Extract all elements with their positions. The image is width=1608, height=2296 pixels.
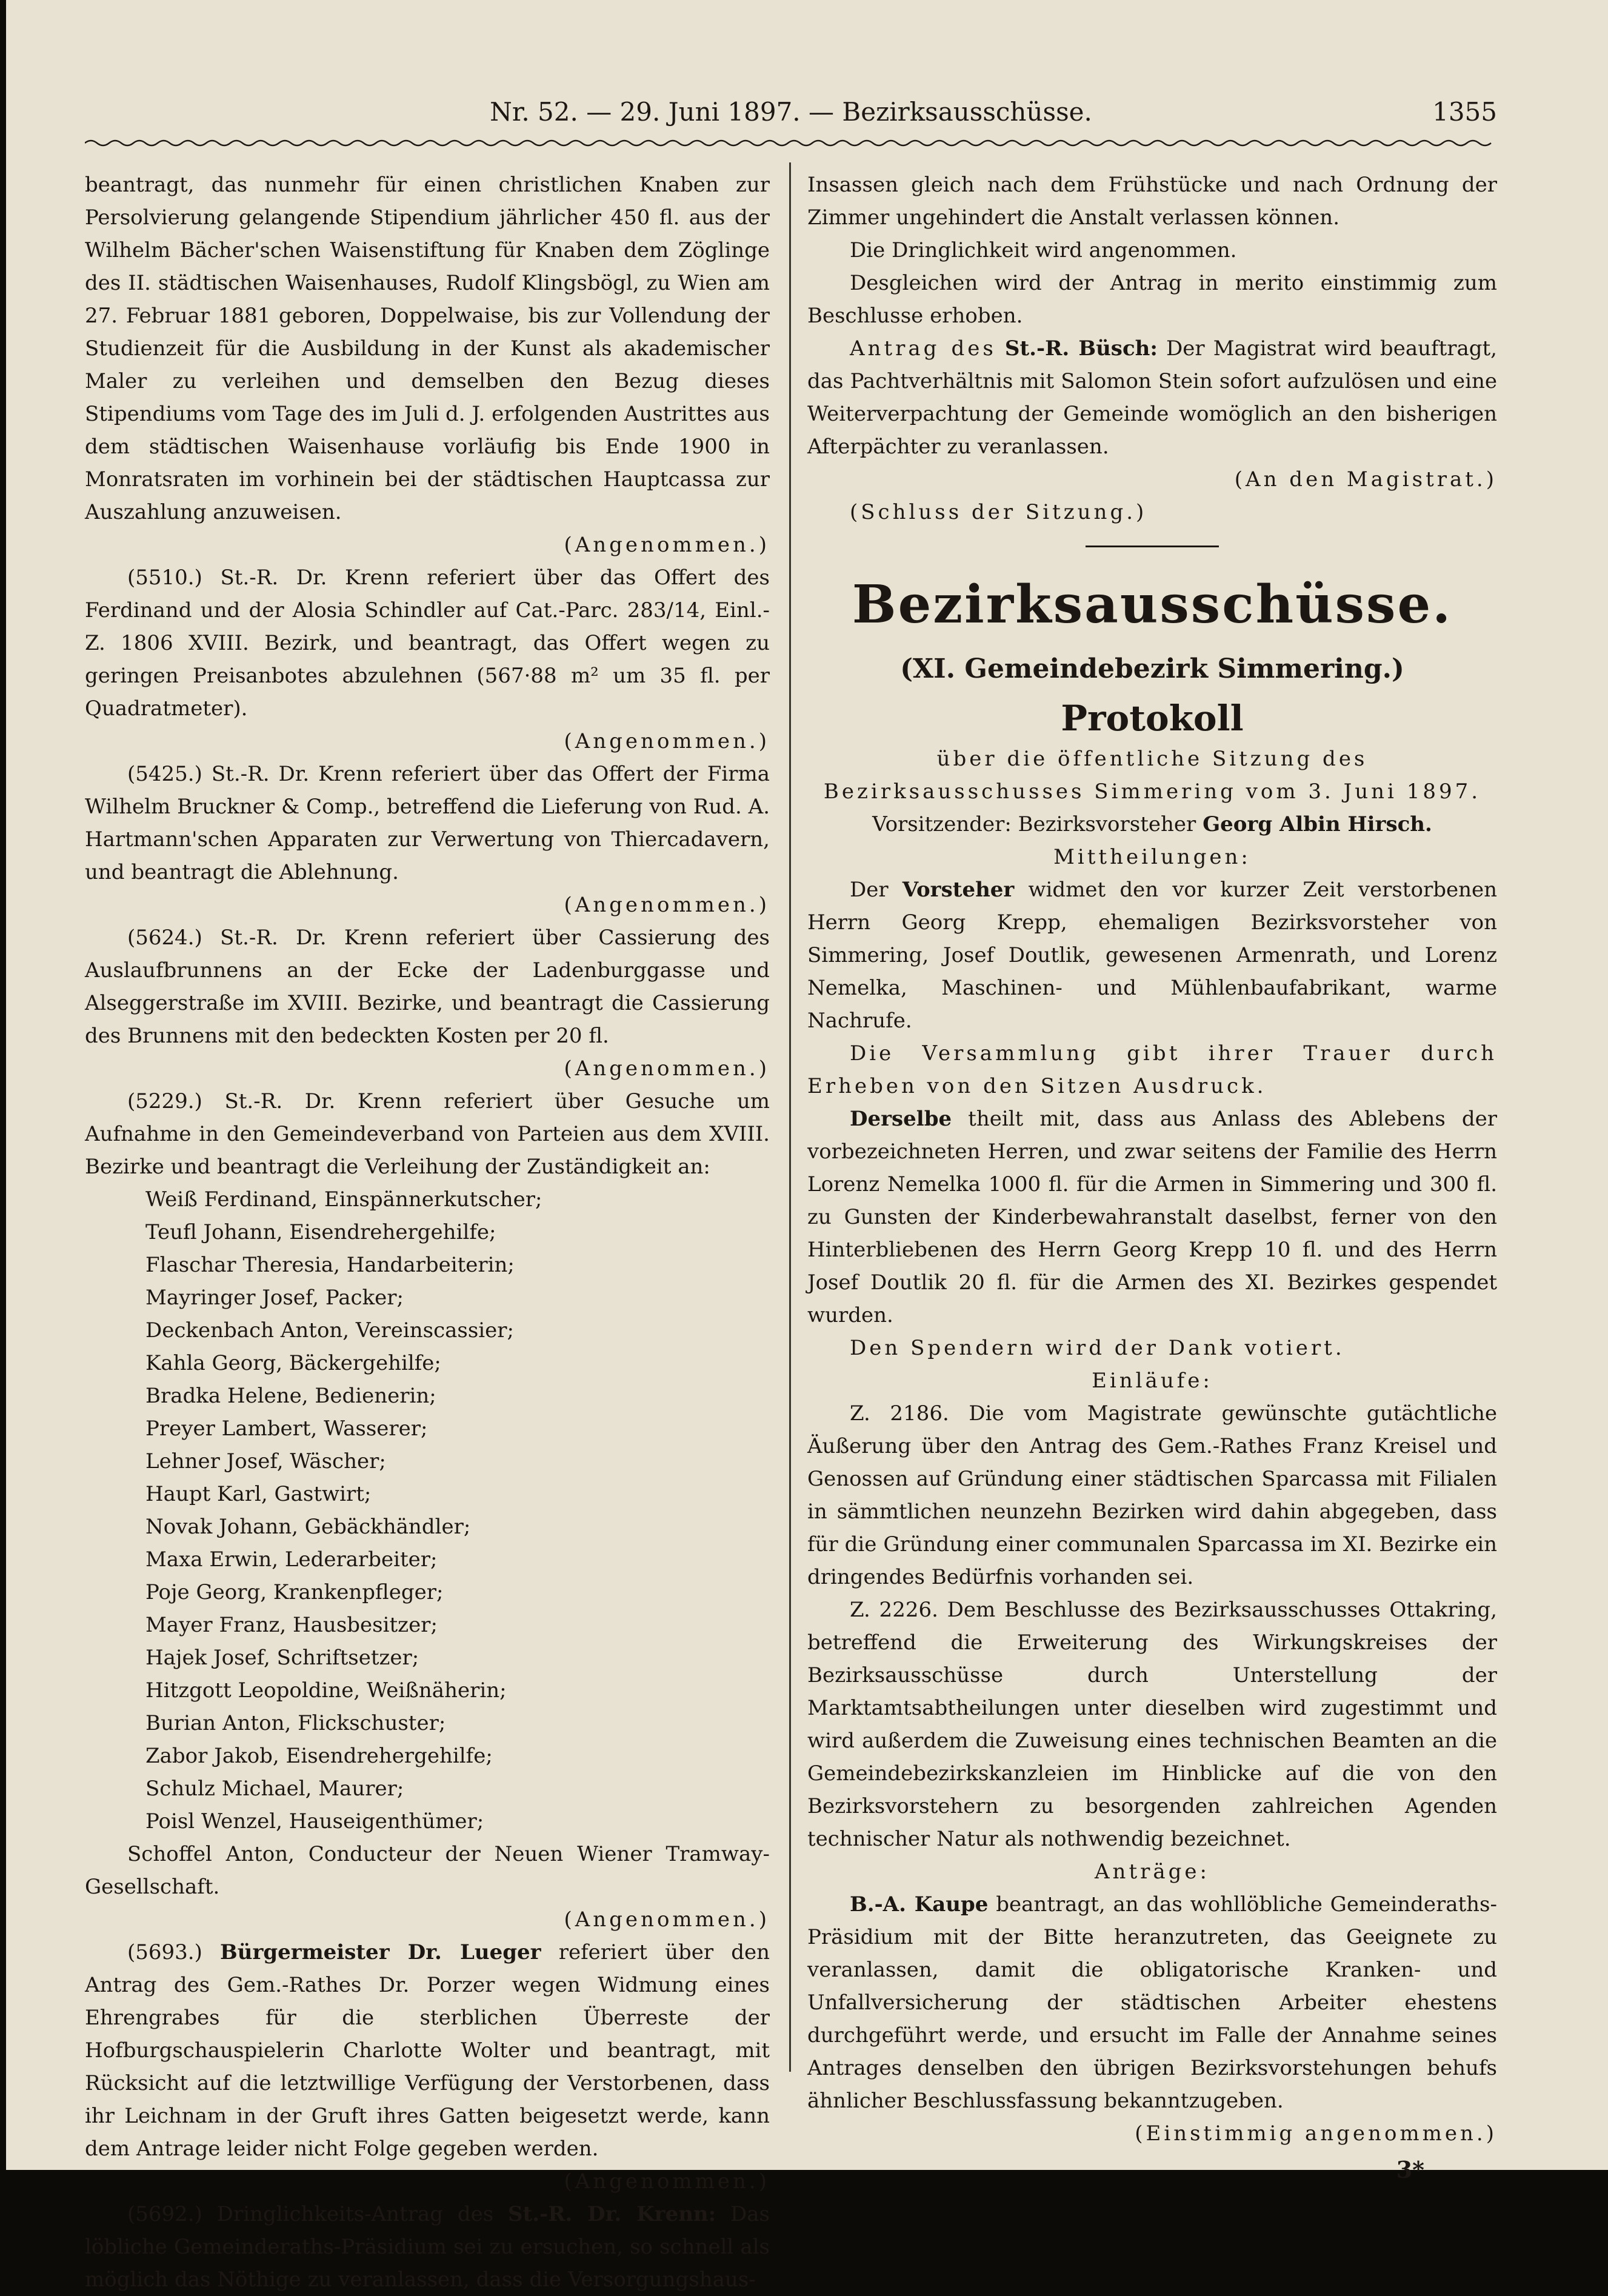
result-note: (Angenommen.) — [564, 1056, 770, 1081]
chair-name: Georg Albin Hirsch. — [1203, 812, 1432, 836]
paragraph-mourning: Die Versammlung gibt ihrer Trauer durch Erheben von den Sitzen Ausdruck. — [807, 1041, 1497, 1098]
paragraph-obituary — [807, 873, 1497, 1037]
result-note: (Angenommen.) — [564, 1907, 770, 1932]
document-page — [6, 0, 1608, 2292]
paragraph-5425: (5425.) St.-R. Dr. Krenn referiert über das Offert der Firma Wilhelm Bruckner & Comp., betreffend die Lieferung von Rud. A. Hartmann'schen Apparaten zur Verwertung von Thiercadavern, und beantragt die Ablehnung. — [85, 762, 770, 884]
item-lead: Antrag des — [850, 336, 996, 361]
result-note: (Angenommen.) — [564, 893, 770, 917]
names-list — [85, 1183, 770, 1838]
result-note: (Einstimmig angenommen.) — [1135, 2121, 1497, 2146]
right-column — [807, 169, 1497, 2186]
speaker-name: Vorsteher — [902, 878, 1015, 902]
list-item: Haupt Karl, Gastwirt; — [145, 1482, 372, 1506]
paragraph-text: referiert über den Antrag des Gem.-Rathes Dr. Porzer wegen Widmung eines Ehrengrabes für die sterblichen Überreste der Hofburgschauspielerin Charlotte Wolter und beantragt, mit Rücksicht auf die letztwillige Verfügung der Verstorbenen, dass ihr Leichnam in der Gruft ihres Gatten beigesetzt werde, kann dem Antrage leider nicht Folge gegeben werden. — [85, 1940, 770, 2161]
list-item: Maxa Erwin, Lederarbeiter; — [145, 1547, 438, 1572]
paragraph-text: Der Magistrat wird beauftragt, das Pachtverhältnis mit Salomon Stein sofort aufzulösen und eine Weiterverpachtung der Gemeinde womöglich an den bisherigen Afterpächter zu veranlassen. — [807, 336, 1497, 459]
page-number: 1355 — [1432, 97, 1497, 127]
speaker-name: B.-A. Kaupe — [850, 1892, 989, 1917]
paragraph-5229: (5229.) St.-R. Dr. Krenn referiert über Gesuche um Aufnahme in den Gemeindeverband von Parteien aus dem XVIII. Bezirke und beantragt die Verleihung der Zuständigkeit an: — [85, 1089, 770, 1179]
paragraph-5692 — [85, 2198, 770, 2296]
running-title: Nr. 52. — 29. Juni 1897. — Bezirksausschüsse. — [490, 97, 1092, 127]
paragraph-continued: Insassen gleich nach dem Frühstücke und nach Ordnung der Zimmer ungehindert die Anstalt verlassen können. — [807, 173, 1497, 230]
list-item: Bradka Helene, Bedienerin; — [145, 1384, 436, 1408]
paragraph-text: widmet den vor kurzer Zeit verstorbenen Herrn Georg Krepp, ehemaligen Bezirksvorsteher von Simmering, Josef Doutlik, gewesenen Armenrath, und Lorenz Nemelka, Maschinen- und Mühlenbaufabrikant, warme Nachrufe. — [807, 878, 1497, 1033]
list-item: Mayringer Josef, Packer; — [145, 1286, 404, 1310]
list-item: Preyer Lambert, Wasserer; — [145, 1417, 428, 1441]
paragraph-resolution: Desgleichen wird der Antrag in merito einstimmig zum Beschlusse erhoben. — [807, 271, 1497, 328]
paragraph-5624: (5624.) St.-R. Dr. Krenn referiert über Cassierung des Auslaufbrunnens an der Ecke der Ladenburggasse und Alseggerstraße im XVIII. Bezirke, und beantragt die Cassierung des Brunnens mit den bedeckten Kosten per 20 fl. — [85, 926, 770, 1048]
speaker-name: Bürgermeister Dr. Lueger — [220, 1940, 541, 1964]
list-item: Teufl Johann, Eisendrehergehilfe; — [145, 1220, 496, 1244]
list-item: Weiß Ferdinand, Einspännerkutscher; — [145, 1187, 542, 1212]
page-header — [85, 97, 1497, 133]
list-item: Novak Johann, Gebäckhändler; — [145, 1515, 471, 1539]
paragraph-5693 — [85, 1936, 770, 2165]
paragraph-z2186: Z. 2186. Die vom Magistrate gewünschte gutächtliche Äußerung über den Antrag des Gem.-Rathes Franz Kreisel und Genossen auf Gründung einer städtischen Sparcassa mit Filialen in sämmtlichen neunzehn Bezirken wird dahin abgegeben, dass für die Gründung einer communalen Sparcassa im XI. Bezirke ein dringendes Bedürfnis vorhanden sei. — [807, 1401, 1497, 1589]
list-item: Burian Anton, Flickschuster; — [145, 1711, 446, 1735]
item-lead: (5692.) Dringlichkeits-Antrag des — [127, 2202, 494, 2226]
paragraph-urgency: Die Dringlichkeit wird angenommen. — [850, 238, 1237, 262]
result-note: (Angenommen.) — [564, 2169, 770, 2194]
section-divider — [1086, 546, 1219, 547]
paragraph-text: beantragt, an das wohllöbliche Gemeinderaths-Präsidium mit der Bitte heranzutreten, das Geeignete zu veranlassen, damit die obligatorische Kranken- und Unfallversicherung der städtischen Arbeiter ehestens durchgeführt werde, und ersucht im Falle der Annahme seines Antrages denselben den übrigen Bezirksvorstehungen behufs ähnlicher Beschlussfassung bekanntzugeben. — [807, 1892, 1497, 2113]
speaker-name: Derselbe — [850, 1107, 952, 1131]
paragraph-5510: (5510.) St.-R. Dr. Krenn referiert über das Offert des Ferdinand und der Alosia Schindler auf Cat.-Parc. 283/14, Einl.-Z. 1806 XVIII. Bezirk, und beantragt, das Offert wegen zu geringen Preisanbotes abzulehnen (567·88 m² um 35 fl. per Quadratmeter). — [85, 566, 770, 721]
speaker-name: St.-R. Büsch: — [1004, 336, 1158, 361]
list-item: Flaschar Theresia, Handarbeiterin; — [145, 1253, 515, 1277]
paragraph-z2226: Z. 2226. Dem Beschlusse des Bezirksausschusses Ottakring, betreffend die Erweiterung des Wirkungskreises der Bezirksausschüsse durch Unterstellung der Marktamtsabtheilungen unter dieselben wird zugestimmt und wird außerdem die Zuweisung eines technischen Beamten an die Gemeindebezirkskanzleien im Hinblicke auf die von den Bezirksvorstehern zu besorgenden zahlreichen Agenden technischer Natur als nothwendig bezeichnet. — [807, 1598, 1497, 1851]
list-item: Hitzgott Leopoldine, Weißnäherin; — [145, 1678, 507, 1703]
chair-line — [807, 808, 1497, 841]
column-divider — [789, 162, 791, 2072]
list-item: Zabor Jakob, Eisendrehergehilfe; — [145, 1744, 493, 1768]
session-close: (Schluss der Sitzung.) — [850, 500, 1147, 524]
list-item: Mayer Franz, Hausbesitzer; — [145, 1613, 438, 1637]
protocol-heading: Protokoll — [1061, 698, 1244, 739]
paragraph-stipend: beantragt, das nunmehr für einen christlichen Knaben zur Persolvierung gelangende Stipendium jährlicher 450 fl. aus der Wilhelm Bächer'schen Waisenstiftung für Knaben dem Zöglinge des II. städtischen Waisenhauses, Rudolf Klingsbögl, zu Wien am 27. Februar 1881 geboren, Doppelwaise, bis zur Vollendung der Studienzeit für die Ausbildung in der Kunst als akademischer Maler zu verleihen und demselben den Bezug dieses Stipendiums vom Tage des im Juli d. J. erfolgenden Austrittes aus dem städtischen Waisenhause vorläufig bis Ende 1900 in Monratsraten im vorhinein bei der städtischen Hauptcassa zur Auszahlung anzuweisen. — [85, 173, 770, 524]
item-number: (5693.) — [127, 1940, 202, 1964]
section-title: Bezirksausschüsse. — [852, 574, 1453, 635]
list-item-last: Schoffel Anton, Conducteur der Neuen Wiener Tramway-Gesellschaft. — [85, 1842, 770, 1899]
item-lead: Der — [850, 878, 889, 902]
signature-mark: 3* — [1396, 2156, 1424, 2183]
speaker-name: St.-R. Dr. Krenn: — [508, 2202, 716, 2226]
district-heading: (XI. Gemeindebezirk Simmering.) — [900, 653, 1404, 684]
list-item: Kahla Georg, Bäckergehilfe; — [145, 1351, 441, 1375]
list-item: Deckenbach Anton, Vereinscassier; — [145, 1318, 514, 1343]
list-item: Lehner Josef, Wäscher; — [145, 1449, 386, 1473]
paragraph-thanks: Den Spendern wird der Dank votiert. — [850, 1336, 1345, 1360]
result-note: (Angenommen.) — [564, 729, 770, 753]
paragraph-text: Das löbliche Gemeinderaths-Präsidium sei zu ersuchen, so schnell als möglich das Nöthige zu veranlassen, dass die Versorgungshaus- — [85, 2202, 770, 2292]
left-column — [85, 169, 770, 2296]
result-note: (An den Magistrat.) — [1234, 467, 1497, 492]
subheading-mittheilungen: Mittheilungen: — [1053, 845, 1251, 869]
subheading-antraege: Anträge: — [1095, 1860, 1210, 1884]
result-note: (Angenommen.) — [564, 533, 770, 557]
paragraph-text: theilt mit, dass aus Anlass des Ablebens der vorbezeichneten Herren, und zwar seitens der Familie des Herrn Lorenz Nemelka 1000 fl. für die Armen in Simmering und 300 fl. zu Gunsten der Kinderbewahranstalt daselbst, ferner von den Hinterbliebenen des Herrn Georg Krepp 10 fl. und des Herrn Josef Doutlik 20 fl. für die Armen des XI. Bezirkes gespendet wurden. — [807, 1107, 1498, 1327]
list-item: Hajek Josef, Schriftsetzer; — [145, 1646, 419, 1670]
paragraph-motion-kaupe — [807, 1888, 1497, 2117]
subheading-einlaeufe: Einläufe: — [1092, 1369, 1213, 1393]
chair-label: Vorsitzender: Bezirksvorsteher — [872, 812, 1196, 836]
protocol-subtitle: über die öffentliche Sitzung des Bezirksausschusses Simmering vom 3. Juni 1897. — [823, 747, 1481, 804]
list-item: Poisl Wenzel, Hauseigenthümer; — [145, 1809, 484, 1834]
paragraph-motion-buesch — [807, 332, 1497, 463]
header-wavy-rule — [85, 138, 1497, 148]
paragraph-donations — [807, 1103, 1497, 1332]
list-item: Poje Georg, Krankenpfleger; — [145, 1580, 444, 1604]
list-item: Schulz Michael, Maurer; — [145, 1777, 404, 1801]
